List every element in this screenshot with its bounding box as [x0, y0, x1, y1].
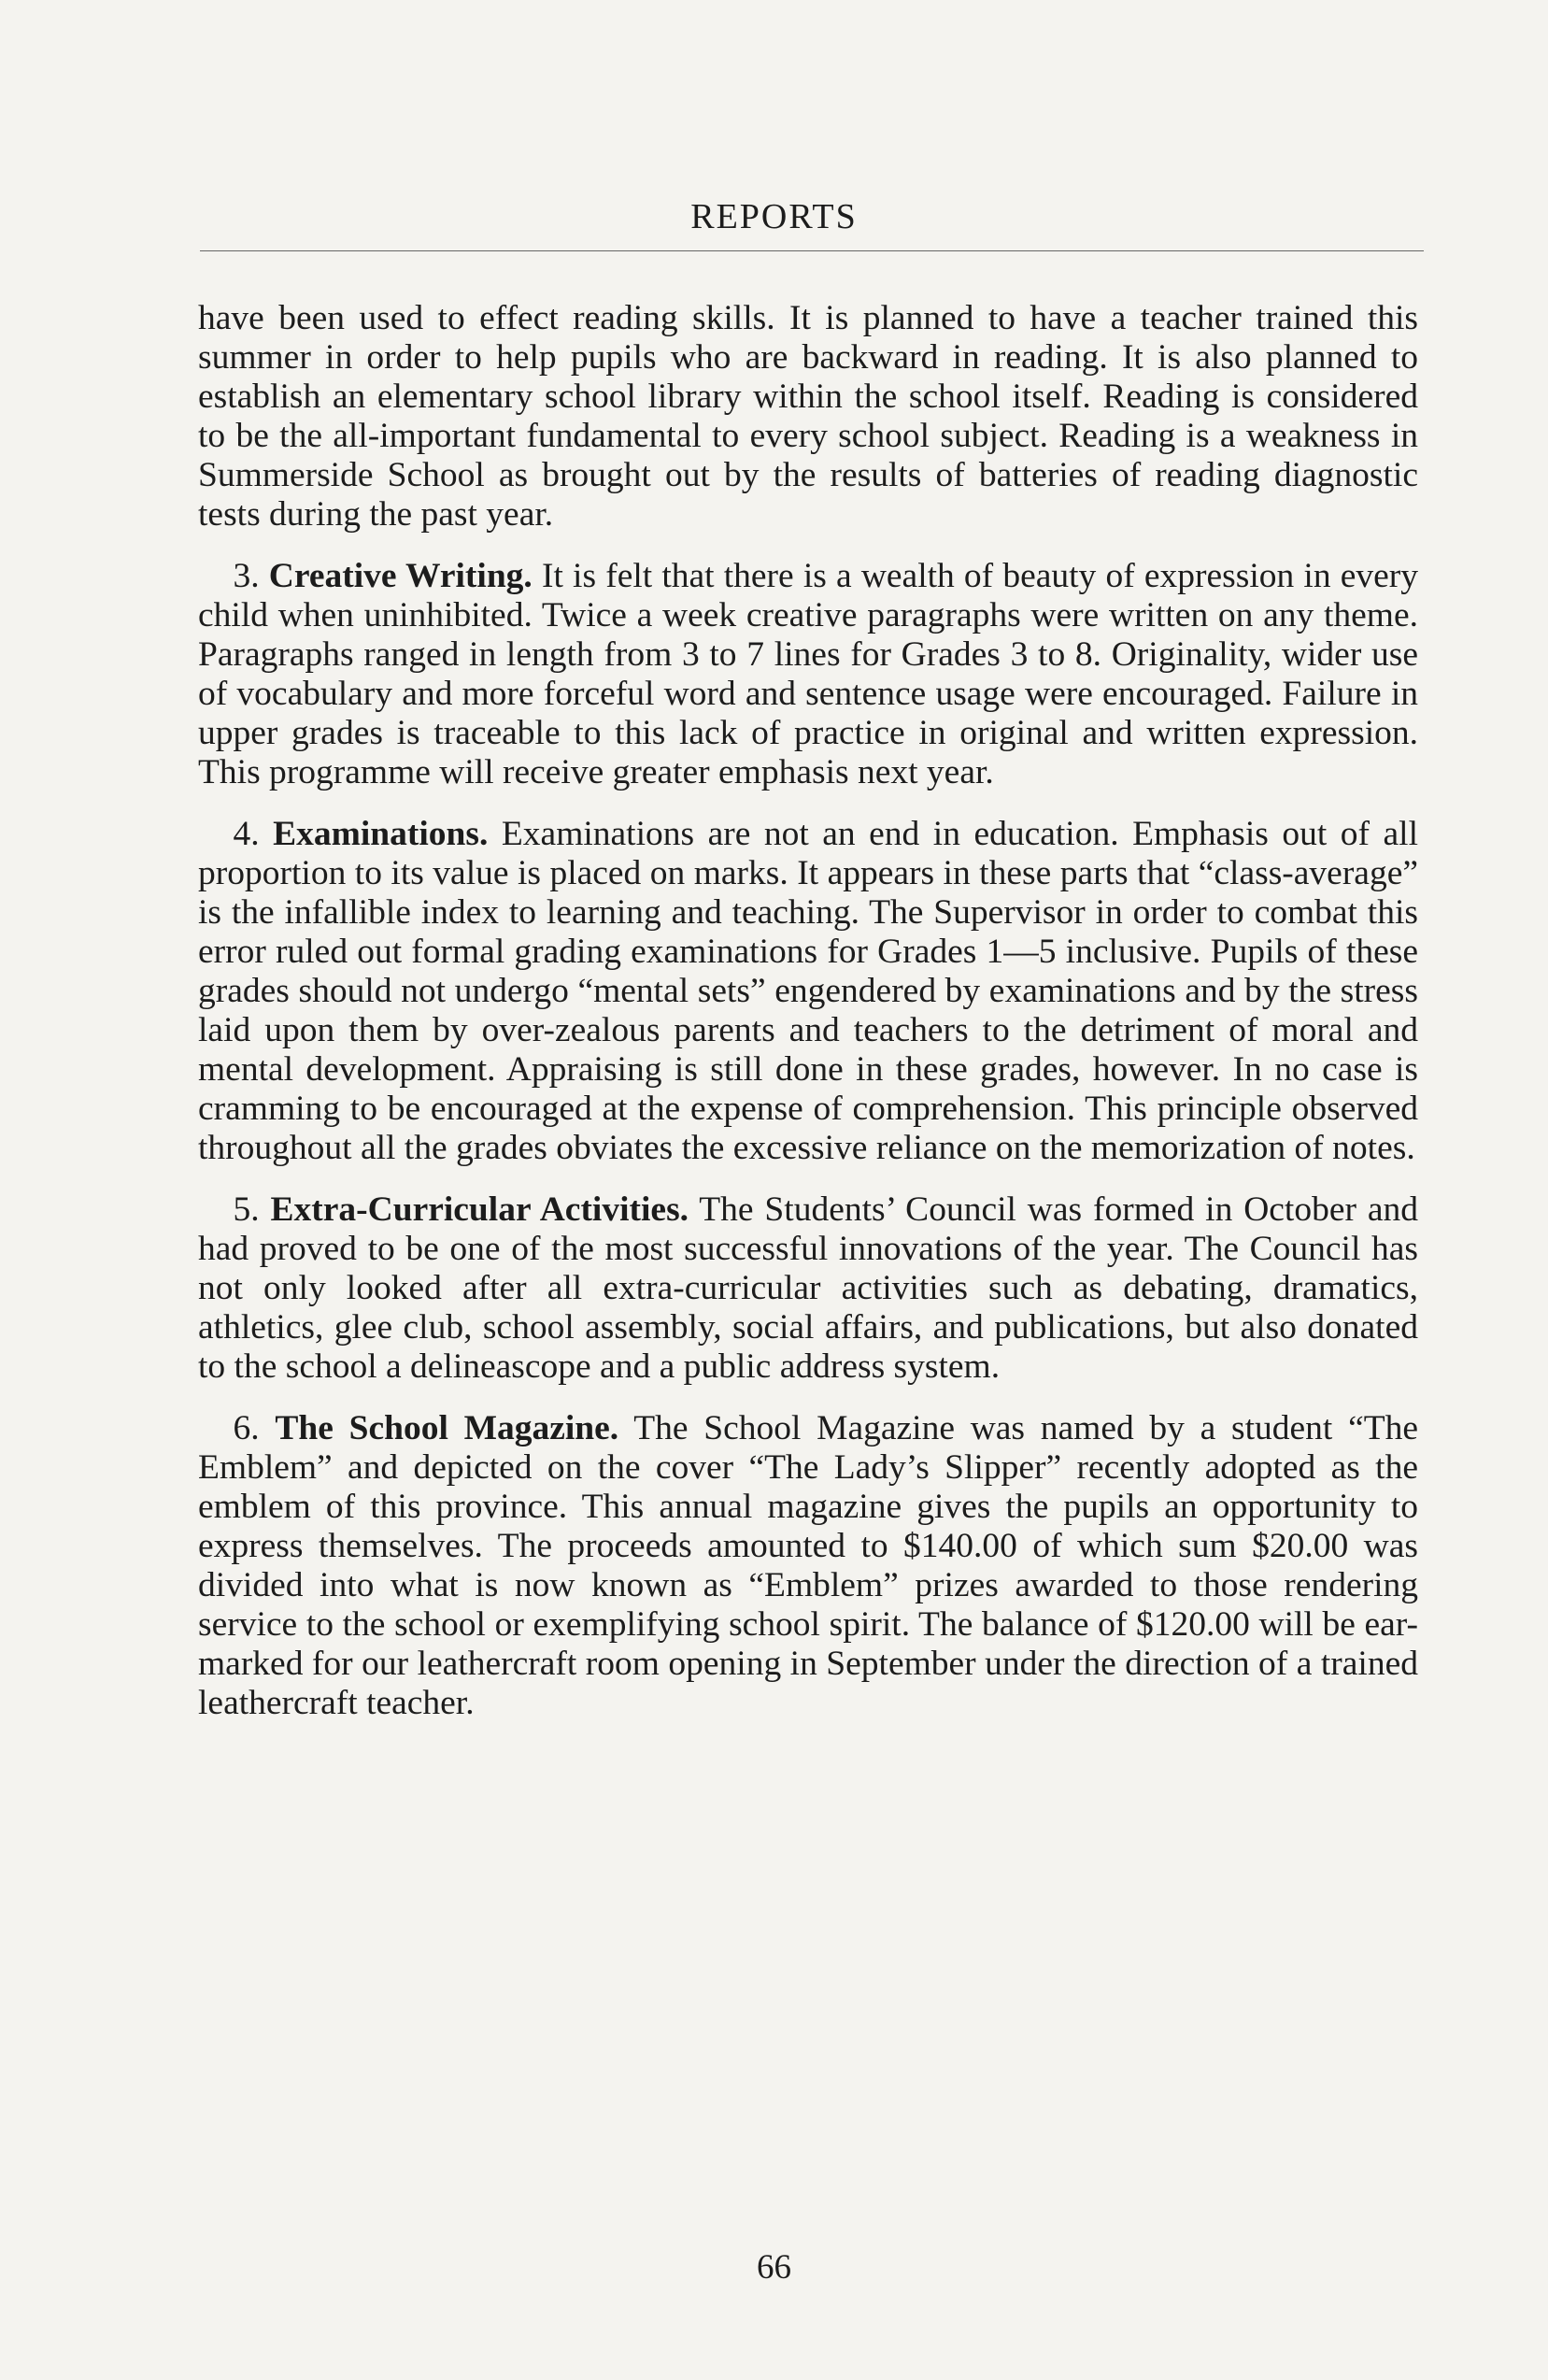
section-number: 5.: [233, 1190, 260, 1229]
section-number: 4.: [233, 815, 260, 853]
section-number: 6.: [233, 1409, 260, 1447]
paragraph-school-magazine: [198, 1409, 1418, 1723]
section-text: The Students’ Council was formed in October and had proved to be one of the most successful innovations of the year. The Council has not only looked after all extra-curricular activities such as debating, dramatics, athletics, glee club, school assembly, social affairs, and publications, but also donated to the school a delineascope and a public address system.: [198, 1190, 1418, 1386]
section-heading: Extra-Curricular Activities.: [270, 1190, 689, 1229]
page-number: 66: [757, 2248, 791, 2287]
paragraph-examinations: [198, 815, 1418, 1168]
section-text: It is felt that there is a wealth of beauty of expression in every child when uninhibited. Twice a week creative paragraphs were written on any theme. Paragraphs ranged in length from 3 to 7 lines for Grades 3 to 8. Originality, wider use of vocabulary and more forceful word and sentence usage were encouraged. Failure in upper grades is traceable to this lack of practice in original and written expression. This programme will receive greater emphasis next year.: [198, 557, 1419, 791]
section-number: 3.: [233, 557, 260, 595]
section-heading: Examinations.: [273, 815, 489, 853]
section-heading: The School Magazine.: [275, 1409, 619, 1447]
section-text: Examinations are not an end in education. Emphasis out of all proportion to its value is placed on marks. It appears in these parts that “class-average” is the infallible index to learning and teaching. The Supervisor in order to combat this error ruled out formal grading examinations for Grades 1—5 inclusive. Pupils of these grades should not undergo “mental sets” engendered by examinations and by the stress laid upon them by over-zealous parents and teachers to the detriment of moral and mental development. Appraising is still done in these grades, however. In no case is cramming to be encouraged at the expense of comprehension. This principle observed throughout all the grades obviates the excessive reliance on the memorization of notes.: [198, 815, 1419, 1167]
paragraph-extra-curricular: [198, 1190, 1418, 1387]
body-text: [198, 299, 1418, 1723]
header-rule: [200, 250, 1424, 251]
section-heading: Creative Writing.: [268, 557, 533, 595]
paragraph-creative-writing: [198, 557, 1418, 792]
paragraph-continued: have been used to effect reading skills. It is planned to have a teacher trained this summer in order to help pupils who are backward in reading. It is also planned to establish an elementary school library within the school itself. Reading is considered to be the all-important fundamental to every school subject. Reading is a weakness in Summerside School as brought out by the results of batteries of reading diagnostic tests during the past year.: [198, 299, 1418, 534]
section-text: The School Magazine was named by a student “The Emblem” and depicted on the cover “The Lady’s Slipper” recently adopted as the emblem of this province. This annual magazine gives the pupils an opportunity to express themselves. The proceeds amounted to $140.00 of which sum $20.00 was divided into what is now known as “Emblem” prizes awarded to those rendering service to the school or exemplifying school spirit. The balance of $120.00 will be ear-marked for our leathercraft room opening in September under the direction of a trained leathercraft teacher.: [198, 1409, 1419, 1722]
running-head: REPORTS: [690, 197, 858, 236]
